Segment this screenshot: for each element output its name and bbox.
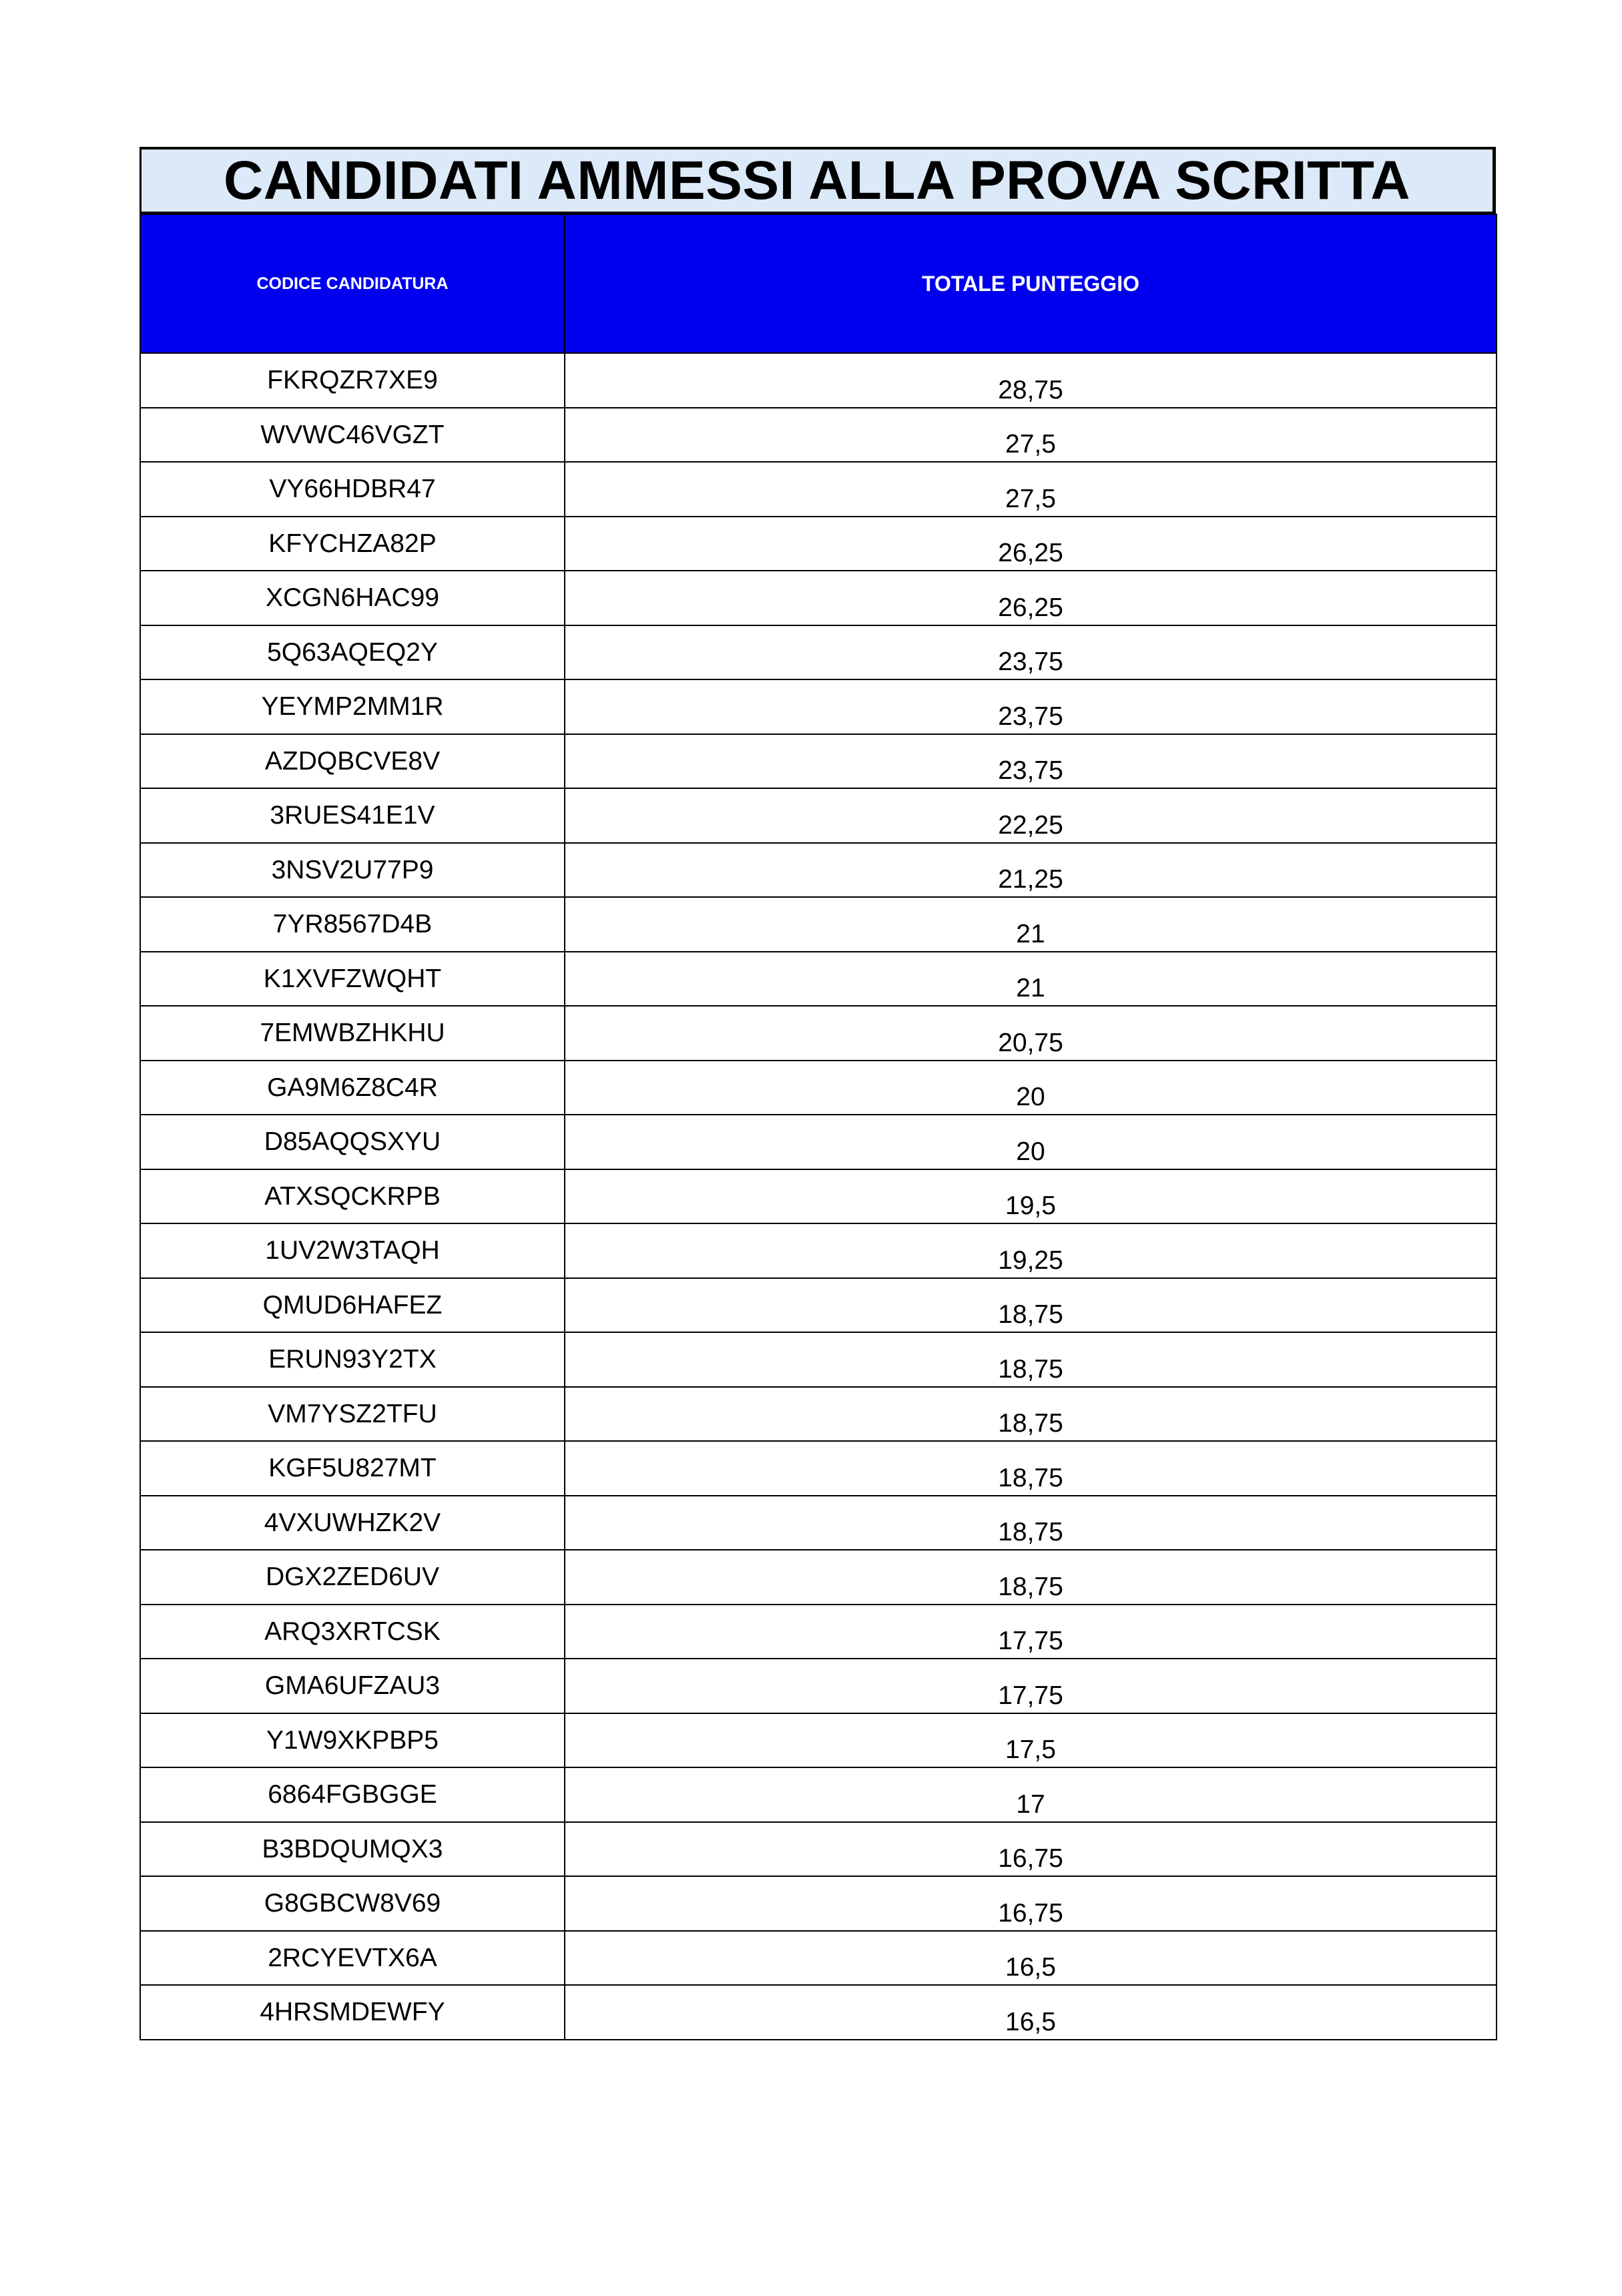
table-row	[140, 1223, 1497, 1278]
table-row	[140, 1767, 1497, 1822]
table-row	[140, 625, 1497, 680]
total-score-cell: 16,75	[565, 1822, 1497, 1877]
candidate-code-cell: K1XVFZWQHT	[140, 952, 565, 1007]
total-score-cell: 21,25	[565, 843, 1497, 898]
total-score-cell: 18,75	[565, 1387, 1497, 1442]
candidate-code-cell: B3BDQUMQX3	[140, 1822, 565, 1877]
column-header-code: CODICE CANDIDATURA	[140, 214, 565, 353]
candidate-code-cell: XCGN6HAC99	[140, 571, 565, 625]
table-row	[140, 517, 1497, 571]
table-row	[140, 1822, 1497, 1877]
table-row	[140, 1061, 1497, 1115]
candidate-code-cell: GA9M6Z8C4R	[140, 1061, 565, 1115]
table-row	[140, 1115, 1497, 1169]
total-score-cell: 28,75	[565, 353, 1497, 408]
total-score-cell: 26,25	[565, 517, 1497, 571]
candidates-sheet	[140, 147, 1496, 2040]
candidate-code-cell: 4VXUWHZK2V	[140, 1496, 565, 1550]
candidate-code-cell: 2RCYEVTX6A	[140, 1931, 565, 1986]
candidate-code-cell: VY66HDBR47	[140, 462, 565, 517]
table-row	[140, 1876, 1497, 1931]
total-score-cell: 26,25	[565, 571, 1497, 625]
column-header-score: TOTALE PUNTEGGIO	[565, 214, 1497, 353]
table-row	[140, 571, 1497, 625]
table-row	[140, 1441, 1497, 1496]
candidate-code-cell: 3RUES41E1V	[140, 788, 565, 843]
candidate-code-cell: D85AQQSXYU	[140, 1115, 565, 1169]
candidate-code-cell: WVWC46VGZT	[140, 408, 565, 463]
candidate-code-cell: 7EMWBZHKHU	[140, 1006, 565, 1061]
candidate-code-cell: DGX2ZED6UV	[140, 1550, 565, 1605]
total-score-cell: 18,75	[565, 1278, 1497, 1333]
table-row	[140, 843, 1497, 898]
total-score-cell: 23,75	[565, 625, 1497, 680]
table-row	[140, 1605, 1497, 1659]
total-score-cell: 21	[565, 897, 1497, 952]
candidate-code-cell: KGF5U827MT	[140, 1441, 565, 1496]
total-score-cell: 20	[565, 1115, 1497, 1169]
candidate-code-cell: GMA6UFZAU3	[140, 1659, 565, 1713]
table-row	[140, 1713, 1497, 1768]
total-score-cell: 18,75	[565, 1550, 1497, 1605]
total-score-cell: 27,5	[565, 462, 1497, 517]
candidate-code-cell: 7YR8567D4B	[140, 897, 565, 952]
table-row	[140, 1931, 1497, 1986]
total-score-cell: 18,75	[565, 1496, 1497, 1550]
candidate-code-cell: FKRQZR7XE9	[140, 353, 565, 408]
table-row	[140, 1006, 1497, 1061]
table-row	[140, 353, 1497, 408]
total-score-cell: 16,75	[565, 1876, 1497, 1931]
table-row	[140, 1169, 1497, 1224]
total-score-cell: 22,25	[565, 788, 1497, 843]
table-row	[140, 1550, 1497, 1605]
candidate-code-cell: VM7YSZ2TFU	[140, 1387, 565, 1442]
candidate-code-cell: ERUN93Y2TX	[140, 1332, 565, 1387]
candidate-code-cell: 1UV2W3TAQH	[140, 1223, 565, 1278]
table-row	[140, 897, 1497, 952]
total-score-cell: 16,5	[565, 1985, 1497, 2040]
total-score-cell: 18,75	[565, 1332, 1497, 1387]
candidate-code-cell: ATXSQCKRPB	[140, 1169, 565, 1224]
total-score-cell: 23,75	[565, 734, 1497, 789]
page-title: CANDIDATI AMMESSI ALLA PROVA SCRITTA	[140, 147, 1496, 214]
table-row	[140, 952, 1497, 1007]
total-score-cell: 20	[565, 1061, 1497, 1115]
total-score-cell: 17,75	[565, 1659, 1497, 1713]
table-row	[140, 462, 1497, 517]
total-score-cell: 19,25	[565, 1223, 1497, 1278]
candidate-code-cell: 5Q63AQEQ2Y	[140, 625, 565, 680]
candidate-code-cell: KFYCHZA82P	[140, 517, 565, 571]
total-score-cell: 19,5	[565, 1169, 1497, 1224]
total-score-cell: 17,5	[565, 1713, 1497, 1768]
candidates-table	[140, 214, 1497, 2040]
total-score-cell: 27,5	[565, 408, 1497, 463]
candidate-code-cell: YEYMP2MM1R	[140, 679, 565, 734]
table-row	[140, 408, 1497, 463]
table-row	[140, 1387, 1497, 1442]
table-row	[140, 1278, 1497, 1333]
total-score-cell: 20,75	[565, 1006, 1497, 1061]
candidate-code-cell: 6864FGBGGE	[140, 1767, 565, 1822]
candidate-code-cell: 4HRSMDEWFY	[140, 1985, 565, 2040]
total-score-cell: 16,5	[565, 1931, 1497, 1986]
candidate-code-cell: QMUD6HAFEZ	[140, 1278, 565, 1333]
table-body	[140, 353, 1497, 2040]
total-score-cell: 17	[565, 1767, 1497, 1822]
table-row	[140, 1496, 1497, 1550]
total-score-cell: 21	[565, 952, 1497, 1007]
table-row	[140, 1332, 1497, 1387]
candidate-code-cell: AZDQBCVE8V	[140, 734, 565, 789]
table-row	[140, 1985, 1497, 2040]
total-score-cell: 17,75	[565, 1605, 1497, 1659]
table-row	[140, 679, 1497, 734]
candidate-code-cell: Y1W9XKPBP5	[140, 1713, 565, 1768]
candidate-code-cell: 3NSV2U77P9	[140, 843, 565, 898]
table-row	[140, 734, 1497, 789]
table-row	[140, 788, 1497, 843]
table-header-row	[140, 214, 1497, 353]
table-row	[140, 1659, 1497, 1713]
total-score-cell: 23,75	[565, 679, 1497, 734]
total-score-cell: 18,75	[565, 1441, 1497, 1496]
candidate-code-cell: G8GBCW8V69	[140, 1876, 565, 1931]
candidate-code-cell: ARQ3XRTCSK	[140, 1605, 565, 1659]
